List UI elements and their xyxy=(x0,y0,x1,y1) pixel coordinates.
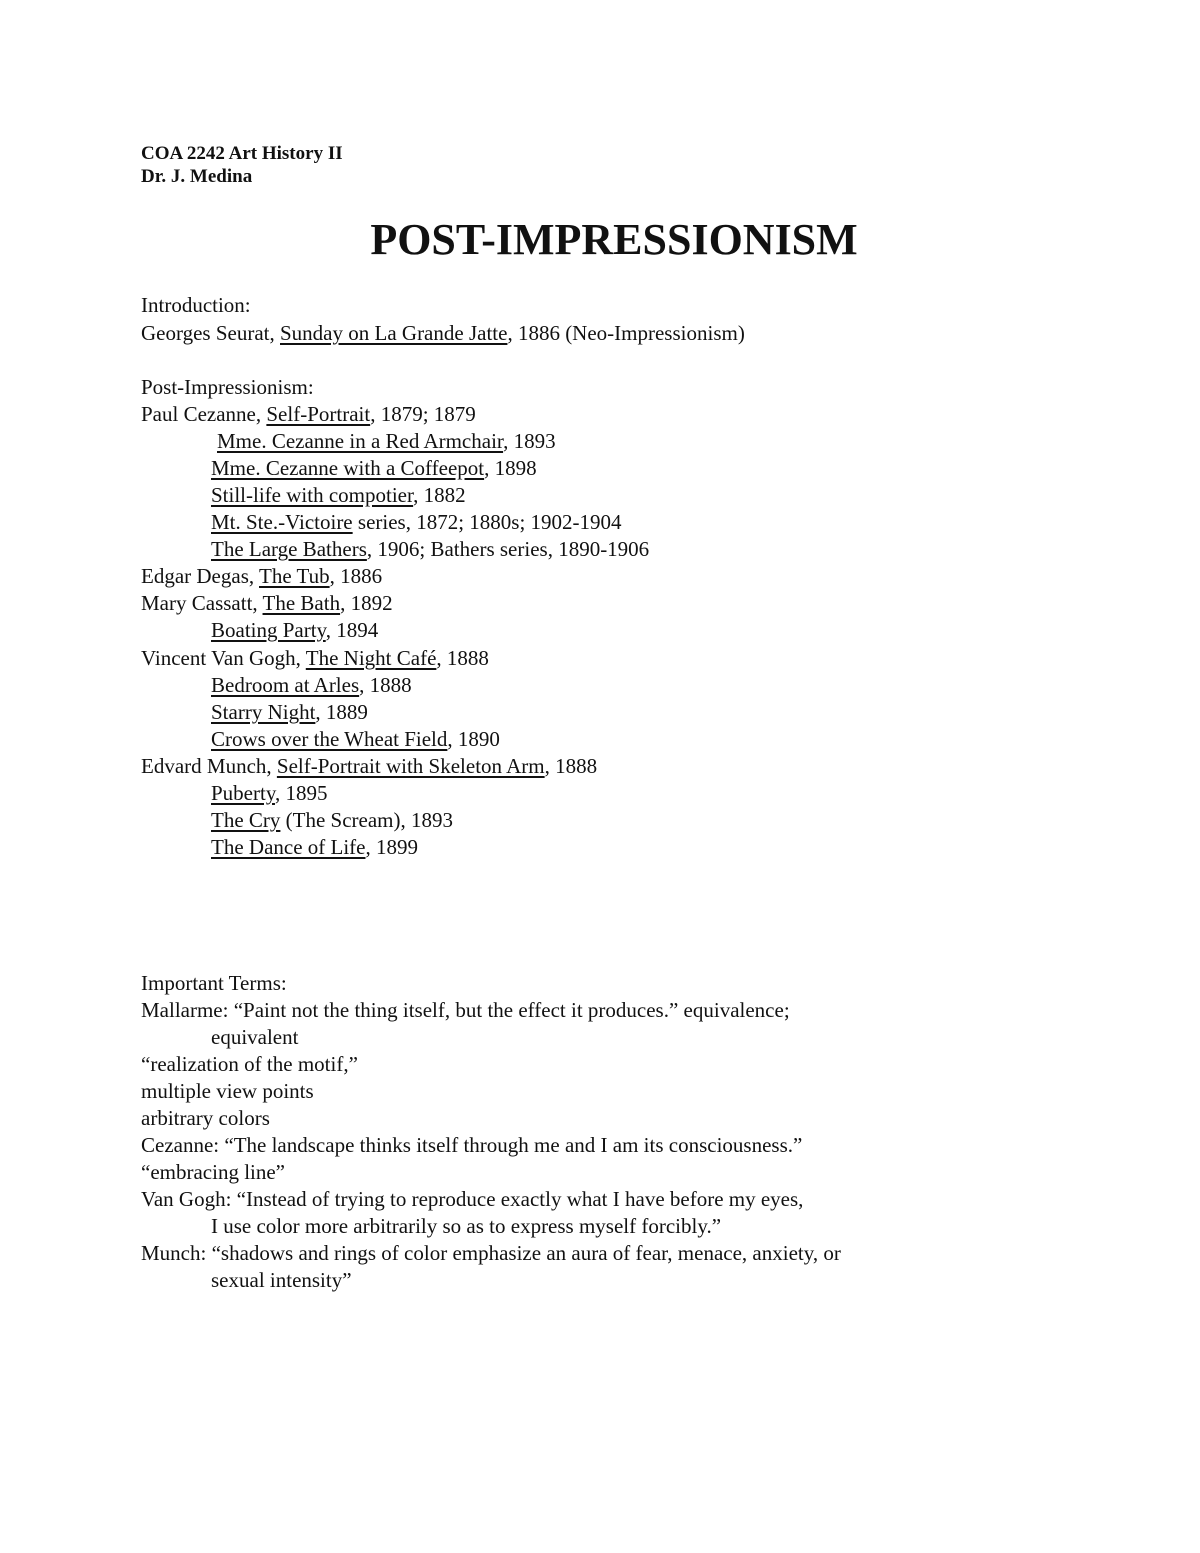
artwork-details: , 1889 xyxy=(315,700,368,724)
list-item xyxy=(211,780,327,807)
artwork-details: , 1886 (Neo-Impressionism) xyxy=(507,321,745,345)
artist-name: Edgar Degas, xyxy=(141,564,259,588)
instructor-name: Dr. J. Medina xyxy=(141,166,253,187)
artwork-title: The Night Café xyxy=(305,646,437,670)
list-item xyxy=(211,699,368,726)
term-line: Van Gogh: “Instead of trying to reproduce exactly what I have before my eyes, xyxy=(141,1187,804,1211)
term-line: I use color more arbitrarily so as to express myself forcibly.” xyxy=(211,1214,722,1238)
artwork-details: , 1898 xyxy=(484,456,537,480)
term-line: Mallarme: “Paint not the thing itself, but the effect it produces.” equivalence; xyxy=(141,998,790,1022)
artwork-title: Self-Portrait xyxy=(266,402,371,426)
artwork-details: , 1882 xyxy=(413,483,466,507)
artwork-title: Starry Night xyxy=(211,700,316,724)
term-line: Munch: “shadows and rings of color emphasize an aura of fear, menace, anxiety, or xyxy=(141,1241,841,1265)
list-item xyxy=(211,509,622,536)
artwork-title: The Cry xyxy=(211,808,281,832)
artist-name: Paul Cezanne, xyxy=(141,402,267,426)
artwork-title: Mme. Cezanne with a Coffeepot xyxy=(211,456,485,480)
artwork-title: The Bath xyxy=(262,591,341,615)
artwork-title: Boating Party xyxy=(211,618,326,642)
artwork-title: Self-Portrait with Skeleton Arm xyxy=(276,754,545,778)
artwork-title: The Large Bathers xyxy=(211,537,367,561)
list-item xyxy=(141,645,489,672)
artwork-details: , 1879; 1879 xyxy=(370,402,476,426)
artwork-title: Still-life with compotier xyxy=(211,483,414,507)
artwork-title: Bedroom at Arles xyxy=(211,673,360,697)
artwork-title: Crows over the Wheat Field xyxy=(211,727,448,751)
list-item xyxy=(141,401,476,428)
list-item xyxy=(217,428,556,455)
term-line: multiple view points xyxy=(141,1079,314,1103)
artwork-title: The Dance of Life xyxy=(211,835,366,859)
term-line: Cezanne: “The landscape thinks itself through me and I am its consciousness.” xyxy=(141,1133,803,1157)
artwork-details: , 1888 xyxy=(359,673,412,697)
artist-name: Georges Seurat, xyxy=(141,321,280,345)
term-line: “embracing line” xyxy=(141,1160,286,1184)
term-line: equivalent xyxy=(211,1025,299,1049)
artwork-title: Sunday on La Grande Jatte xyxy=(280,321,508,345)
artist-name: Mary Cassatt, xyxy=(141,591,263,615)
post-impressionism-heading: Post-Impressionism: xyxy=(141,375,314,399)
artwork-details: (The Scream), 1893 xyxy=(280,808,454,832)
list-item xyxy=(211,617,378,644)
artist-name: Vincent Van Gogh, xyxy=(141,646,306,670)
artwork-details: , 1888 xyxy=(544,754,598,778)
artwork-details: , 1895 xyxy=(274,781,328,805)
artwork-title: Mt. Ste.-Victoire xyxy=(211,510,353,534)
course-title: COA 2242 Art History II xyxy=(141,143,343,164)
list-item xyxy=(211,672,412,699)
list-item xyxy=(211,482,466,509)
list-item xyxy=(211,536,649,563)
artwork-title: Puberty xyxy=(211,781,275,805)
artwork-title: The Tub xyxy=(259,564,330,588)
term-line: arbitrary colors xyxy=(141,1106,270,1130)
introduction-heading: Introduction: xyxy=(141,293,251,317)
list-item xyxy=(141,590,393,617)
term-line: “realization of the motif,” xyxy=(141,1052,358,1076)
terms-heading: Important Terms: xyxy=(141,971,287,995)
list-item xyxy=(141,753,597,780)
artwork-details: , 1890 xyxy=(447,727,500,751)
page-title: POST-IMPRESSIONISM xyxy=(370,215,858,264)
artwork-details: , 1892 xyxy=(340,591,393,615)
artwork-details: , 1886 xyxy=(329,564,383,588)
artwork-details: , 1894 xyxy=(325,618,379,642)
artwork-title: Mme. Cezanne in a Red Armchair xyxy=(217,429,504,453)
list-item xyxy=(211,807,453,834)
artwork-details: , 1888 xyxy=(436,646,489,670)
artwork-details: , 1899 xyxy=(365,835,418,859)
artwork-details: series, 1872; 1880s; 1902-1904 xyxy=(352,510,622,534)
introduction-line xyxy=(141,320,745,347)
list-item xyxy=(211,455,537,482)
term-line: sexual intensity” xyxy=(211,1268,352,1292)
list-item xyxy=(141,563,382,590)
list-item xyxy=(211,834,418,861)
artwork-details: , 1893 xyxy=(503,429,556,453)
artist-name: Edvard Munch, xyxy=(141,754,277,778)
list-item xyxy=(211,726,500,753)
artwork-details: , 1906; Bathers series, 1890-1906 xyxy=(366,537,650,561)
